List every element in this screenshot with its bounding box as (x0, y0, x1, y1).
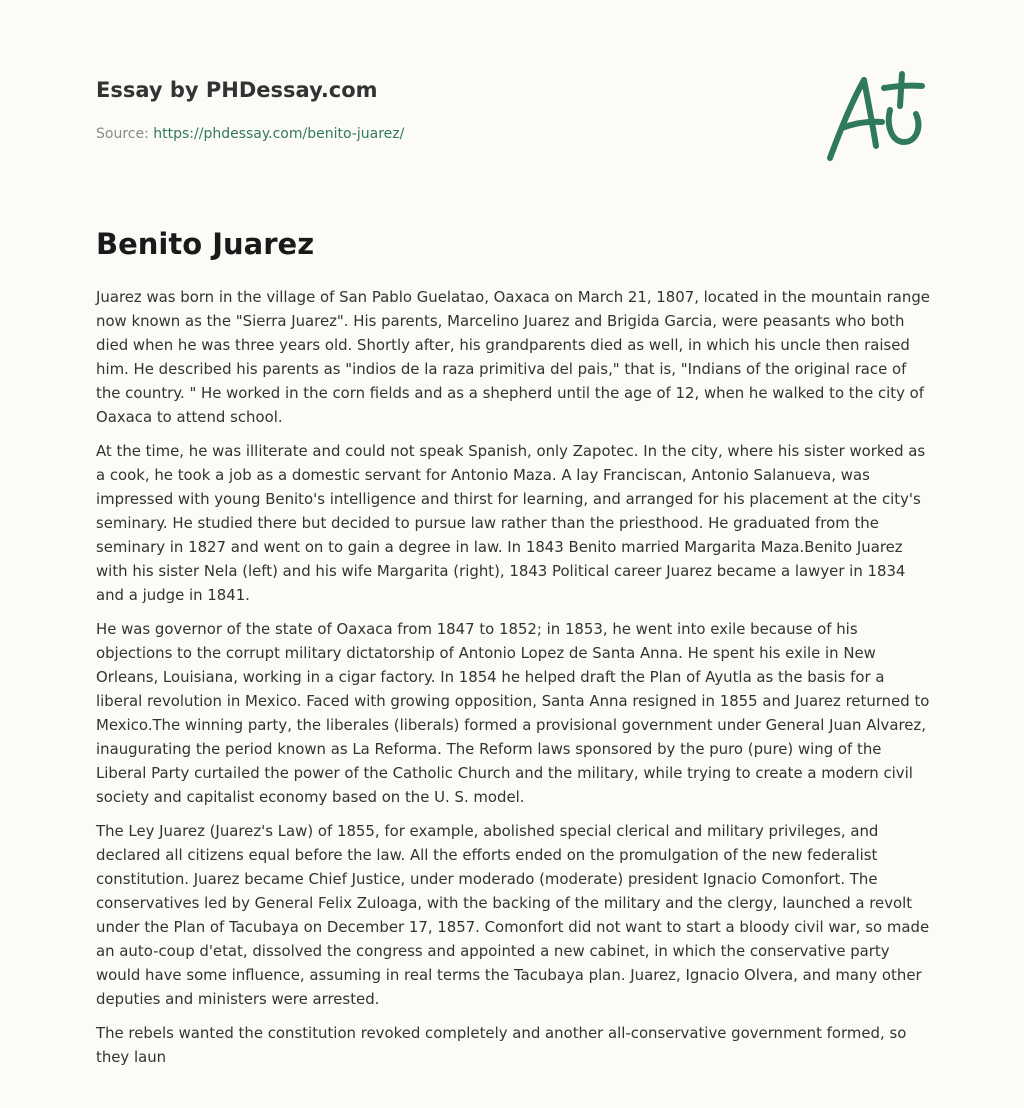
paragraph: At the time, he was illiterate and could not speak Spanish, only Zapotec. In the city, where his sister worked as a cook, he took a job as a domestic servant for Antonio Maza. A lay Franciscan, Antonio Salanueva, was impressed with young Benito's intelligence and thirst for learning, and arranged for his placement at the city's seminary. He studied there but decided to pursue law rather than the priesthood. He graduated from the seminary in 1827 and went on to gain a degree in law. In 1843 Benito married Margarita Maza.Benito Juarez with his sister Nela (left) and his wife Margarita (right), 1843 Political career Juarez became a lawyer in 1834 and a judge in 1841. (96, 442, 926, 604)
paragraph: The rebels wanted the constitution revoked completely and another all-conservative government formed, so they laun (96, 1024, 907, 1066)
site-brand: Essay by PHDessay.com (96, 78, 378, 102)
paragraph: The Ley Juarez (Juarez's Law) of 1855, for example, abolished special clerical and military privileges, and declared all citizens equal before the law. All the efforts ended on the promulgation of the new federalist constitution. Juarez became Chief Justice, under moderado (moderate) president Ignacio Comonfort. The conservatives led by General Felix Zuloaga, with the backing of the military and the clergy, launched a revolt under the Plan of Tacubaya on December 17, 1857. Comonfort did not want to start a bloody civil war, so made an auto-coup d'etat, dissolved the congress and appointed a new cabinet, in which the conservative party would have some influence, assuming in real terms the Tacubaya plan. Juarez, Ignacio Olvera, and many other deputies and ministers were arrested. (96, 822, 930, 1008)
essay-body (96, 285, 932, 1079)
source-link[interactable]: https://phdessay.com/benito-juarez/ (153, 126, 405, 142)
paragraph: Juarez was born in the village of San Pablo Guelatao, Oaxaca on March 21, 1807, located in the mountain range now known as the "Sierra Juarez". His parents, Marcelino Juarez and Brigida Garcia, were peasants who both died when he was three years old. Shortly after, his grandparents died as well, in which his uncle then raised him. He described his parents as "indios de la raza primitiva del pais," that is, "Indians of the original race of the country. " He worked in the corn fields and as a shepherd until the age of 12, when he walked to the city of Oaxaca to attend school. (96, 288, 930, 426)
essay-title: Benito Juarez (96, 227, 315, 261)
source-line (96, 124, 816, 144)
source-label: Source: (96, 126, 154, 142)
page-header (96, 74, 816, 144)
a-plus-logo-icon (820, 66, 930, 166)
paragraph: He was governor of the state of Oaxaca from 1847 to 1852; in 1853, he went into exile because of his objections to the corrupt military dictatorship of Antonio Lopez de Santa Anna. He spent his exile in New Orleans, Louisiana, working in a cigar factory. In 1854 he helped draft the Plan of Ayutla as the basis for a liberal revolution in Mexico. Faced with growing opposition, Santa Anna resigned in 1855 and Juarez returned to Mexico.The winning party, the liberales (liberals) formed a provisional government under General Juan Alvarez, inaugurating the period known as La Reforma. The Reform laws sponsored by the puro (pure) wing of the Liberal Party curtailed the power of the Catholic Church and the military, while trying to create a modern civil society and capitalist economy based on the U. S. model. (96, 620, 930, 806)
